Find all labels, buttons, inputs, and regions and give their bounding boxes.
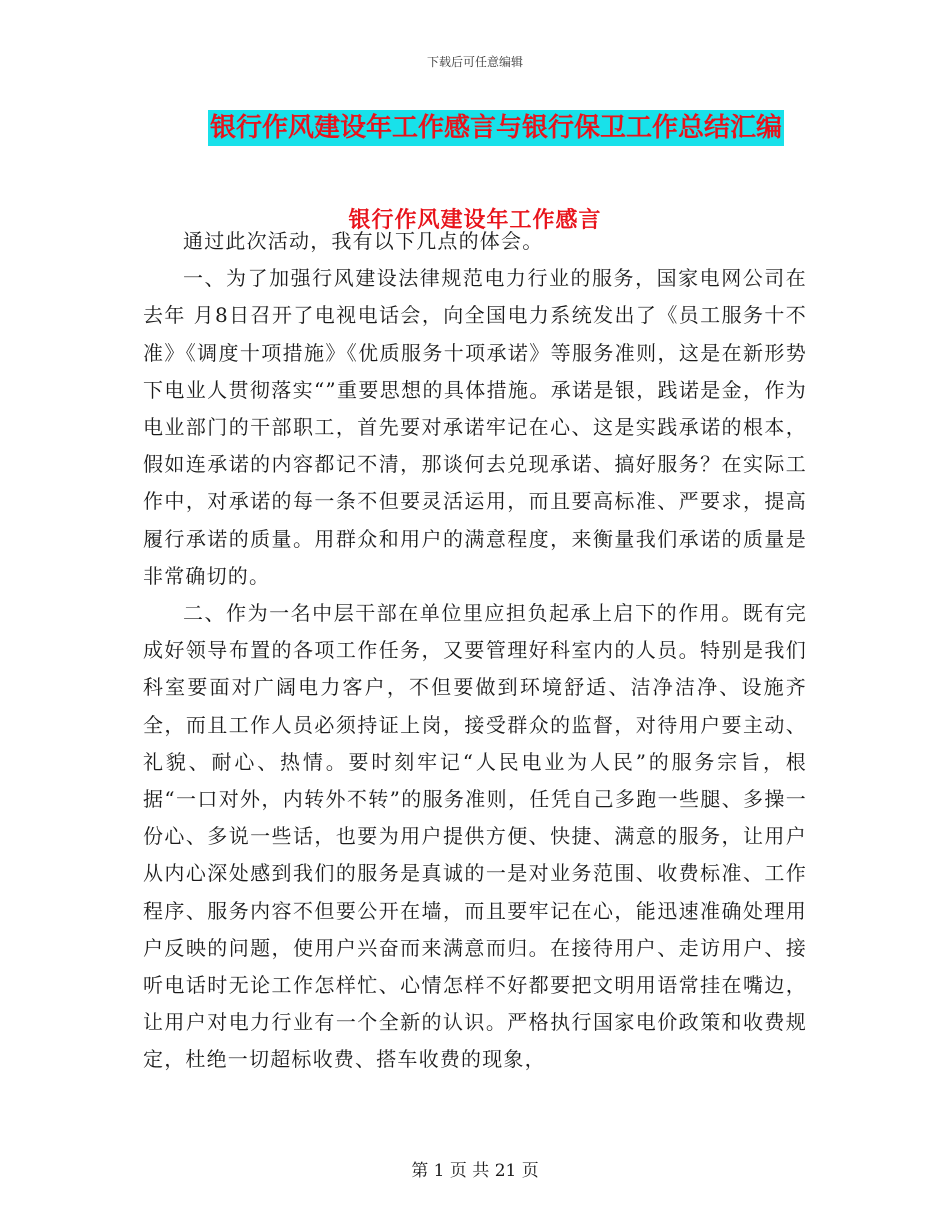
page-indicator: 第 1 页 共 21 页 — [411, 1161, 539, 1181]
body-text — [143, 223, 807, 1079]
paragraph-two: 二、作为一名中层干部在单位里应担负起承上启下的作用。既有完成好领导布置的各项工作任务，又要管理好科室内的人员。特别是我们科室要面对广阔电力客户，不但要做到环境舒适、洁净洁净、设施齐全，而且工作人员必须持证上岗，接受群众的监督，对待用户要主动、礼貌、耐心、热情。要时刻牢记“人民电业为人民”的服务宗旨，根据“一口对外，内转外不转”的服务准则，任凭自己多跑一些腿、多操一份心、多说一些话，也要为用户提供方便、快捷、满意的服务，让用户从内心深处感到我们的服务是真诚的一是对业务范围、收费标准、工作程序、服务内容不但要公开在墙，而且要牢记在心，能迅速准确处理用户反映的问题，使用户兴奋而来满意而归。在接待用户、走访用户、接听电话时无论工作怎样忙、心情怎样不好都要把文明用语常挂在嘴边，让用户对电力行业有一个全新的认识。严格执行国家电价政策和收费规定，杜绝一切超标收费、搭车收费的现象， — [143, 601, 807, 1072]
section-title: 银行作风建设年工作感言 — [348, 207, 602, 233]
header-note: 下载后可任意编辑 — [426, 55, 523, 69]
paragraph-intro: 通过此次活动，我有以下几点的体会。 — [183, 229, 544, 253]
document-title: 银行作风建设年工作感言与银行保卫工作总结汇编 — [208, 110, 784, 146]
paragraph-one: 一、为了加强行风建设法律规范电力行业的服务，国家电网公司在去年 月8日召开了电视电话会，向全国电力系统发出了《员工服务十不准》《调度十项措施》《优质服务十项承诺》等服务准则，这是在新形势下电业人贯彻落实“”重要思想的具体措施。承诺是银，践诺是金，作为电业部门的干部职工，首先要对承诺牢记在心、这是实践承诺的根本，假如连承诺的内容都记不清，那谈何去兑现承诺、搞好服务？在实际工作中，对承诺的每一条不但要灵活运用，而且要高标准、严要求，提高履行承诺的质量。用群众和用户的满意程度，来衡量我们承诺的质量是非常确切的。 — [143, 266, 807, 588]
